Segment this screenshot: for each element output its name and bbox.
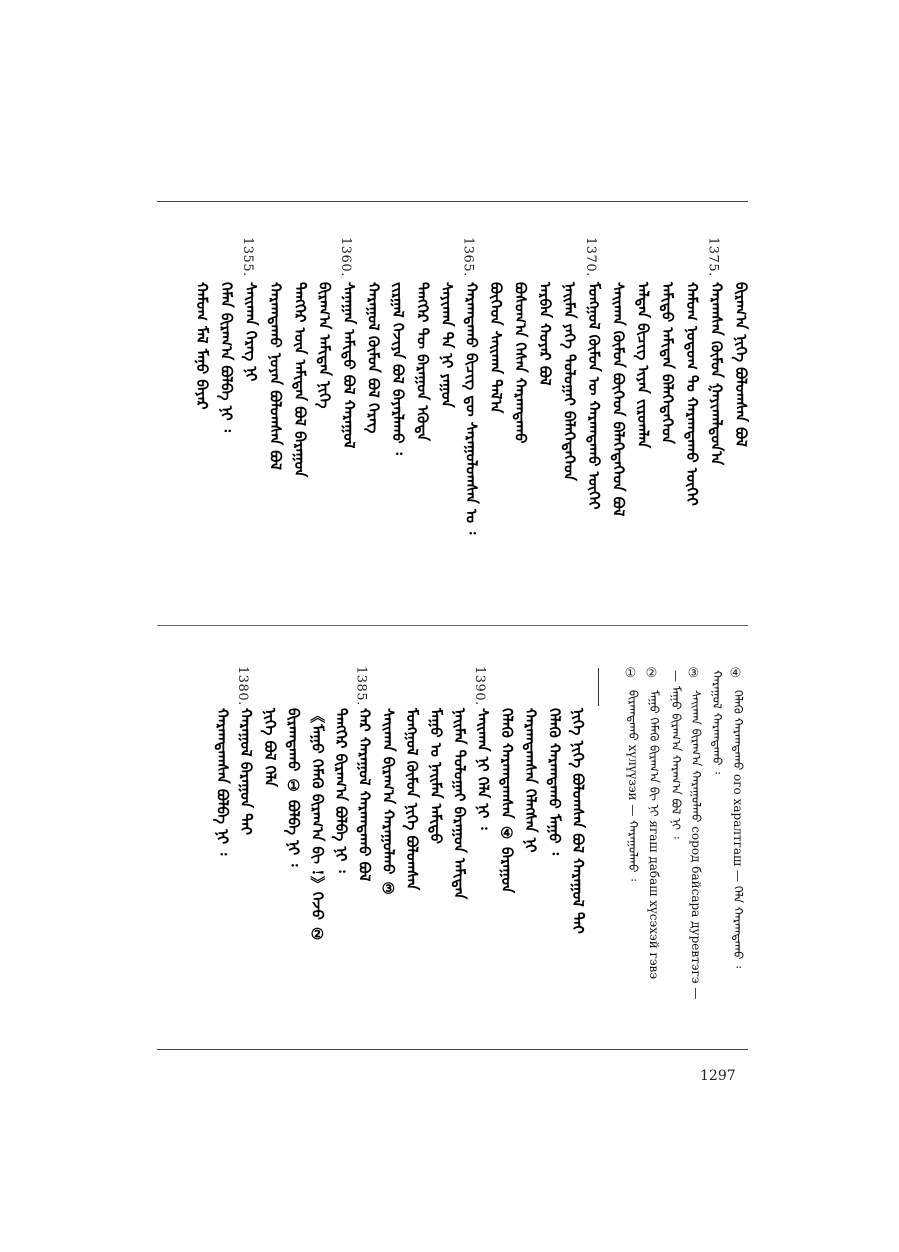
footnote-text: — ᠮᠠᠭᠤ ᠪᠢᠷᠠᠭ᠎ᠠ ᠬᠠᠷᠠᠭ᠎ᠠ ᠪᠣᠯ ᠨᠢ ᠄ [669,670,683,839]
poem-line: ᠨᠠᠢᠮᠠᠨ ᠲᠣᠯᠣᠭᠠᠢ ᠪᠠᠷᠠᠭᠤᠨ ᠠᠮᠢᠲᠠᠨ [450,708,469,900]
poem-line: ᠲᠡᠩᠭᠡᠷ ᠦᠨ ᠠᠮᠢᠲᠠᠨ ᠪᠣᠯ ᠪᠠᠷᠠᠭᠤᠨ [291,282,309,478]
poem-line: ᠪᠢᠷᠠᠭ᠎ᠠ ᠠᠮᠢᠲᠠᠨ ᠨᠢᠭᠡ [315,282,334,409]
poem-line: ᠮᠠᠭᠤ ᠤ ᠨᠠᠢᠮᠠᠨ ᠠᠮᠢᠳᠤ [426,708,445,844]
poem-line: ᠬᠠᠷᠠᠭᠳᠠᠭᠰᠠᠨ ᠪᠣᠯᠪᠠ ᠨᠢ ᠄ [213,708,232,856]
poem-line: ᠬᠠᠮᠤᠭ ᠮᠠᠯ ᠮᠠᠨᠤ ᠪᠠᠶᠠᠷ [193,282,211,410]
footnote-text: ᠪᠢᠷᠠᠭᠳᠠᠬᠤ хүлүүзэи — ᠬᠠᠷᠠᠭᠤᠯᠬᠤ ᠄ [626,690,640,881]
footnote-marker: ③ [686,666,701,681]
line-number: 1390. [472,666,488,706]
poem-line: ᠮᠣᠩᠭᠣᠯ ᠬᠦᠮᠦᠨ ᠨᠢᠭᠡ ᠪᠣᠯᠣᠭᠰᠠᠨ [403,708,422,891]
poem-line: ᠲᠡᠩᠭᠡᠷ ᠪᠢᠷᠠᠭ᠎ᠠ ᠪᠣᠯᠪᠠ ᠨᠢ ᠄ [332,708,350,873]
poem-line: ᠰᠠᠢᠬᠠᠨ ᠬᠥᠮᠥᠨ ᠪᠥᠭᠡᠳ ᠪᠡᠯᠡᠭᠡᠳᠡᠭᠡᠳ ᠪᠣᠯ [609,282,628,517]
poem-line: ᠲᠡᠩᠭᠡᠷ ᠲᠦ ᠪᠠᠷᠠᠭᠤᠨ ᠡᠭᠦᠳᠡ [413,282,432,441]
line-number: 1355. [240,237,255,277]
poem-line: ᠬᠠᠷᠠᠭᠳᠠᠭᠰᠠᠨ ᠬᠡᠯᠡᠭᠰᠡᠨ ᠨᠢ [521,708,540,853]
poem-line: ᠪᠢᠷᠠᠭᠳᠠᠬᠤ ① ᠪᠣᠯᠪᠠ ᠨᠢ ᠄ [284,708,303,867]
poem-line: ᠰᠠᠢᠬᠠᠨ ᠬᠡᠷᠡᠭ ᠨᠢ [242,282,260,382]
poem-line: ᠰᠠᠢᠬᠠᠨ ᠨᠢ ᠬᠡᠯᠡ ᠨᠢ ᠄ [474,708,493,830]
page-number: 1297 [700,1068,736,1084]
poem-line: ᠬᠠᠷᠠᠭᠤᠯ ᠪᠠᠷᠠᠭᠤᠨ ᠲᠠᠢ [237,708,256,836]
poem-line: ᠬᠠᠮᠤᠭ ᠨᠤᠲᠤᠭ ᠲᠤ ᠬᠠᠷᠠᠭᠳᠠᠬᠤ ᠦᠭᠡᠢ [683,282,701,506]
line-number: 1375. [705,237,721,277]
poem-line: ᠬᠡᠯᠡᠬᠦ ᠬᠠᠷᠠᠭᠳᠠᠭᠰᠠᠨ ④ ᠪᠠᠷᠠᠭᠤᠨ [497,708,516,894]
footnote-text: ᠬᠠᠷᠠᠭᠤᠯ ᠬᠠᠷᠠᠭᠳᠠᠬᠤ ᠄ [710,670,724,774]
poem-line: ᠬᠡᠮᠡᠨ ᠪᠢᠷᠠᠭ᠎ᠠ ᠪᠣᠯᠪᠠ ᠨᠢ ᠄ [217,282,236,432]
poem-line: ᠬᠠᠷᠠᠭᠳᠠᠬᠤ ᠪᠢᠴᠢᠭ ᠳᠦ ᠰᠠᠷᠠᠭᠤᠯᠤᠭᠰᠠᠨ ᠤ ᠄ [462,282,481,535]
poem-line: ᠨᠠᠢᠮᠠᠨ ᠶᠡᠬᠡ ᠲᠣᠯᠣᠭᠠᠢ ᠪᠡᠯᠡᠭᠡᠳᠡᠭᠡᠳ [560,282,579,481]
footnote-marker: ① [623,666,638,681]
poem-line: ᠰᠠᠶᠢᠬᠠᠨ ᠲᠠ ᠨᠢ ᠶᠠᠭᠤᠨ [438,282,456,408]
poem-line: ᠬᠡᠯᠡᠬᠦ ᠬᠠᠷᠠᠭᠳᠠᠬᠤ ᠮᠠᠭᠤ ᠄ [545,708,564,855]
poem-line: ᠰᠠᠢᠬᠠᠨ ᠪᠢᠷᠠᠭ᠎ᠠ ᠬᠠᠷᠠᠭᠤᠯᠬᠤ ③ [379,708,398,898]
poem-line: ᠬᠠᠷ ᠬᠠᠷᠠᠭᠤᠯ ᠬᠠᠷᠠᠭᠳᠠᠬᠤ ᠪᠣᠯ [355,708,374,882]
poem-line: ᠠᠮᠢᠳᠤ ᠠᠮᠢᠲᠠᠨ ᠪᠡᠯᠡᠭᠡᠳᠡᠭᠡᠳ [658,282,677,444]
line-number: 1380. [235,666,251,706]
poem-line: ᠮᠣᠩᠭᠣᠯ ᠬᠦᠮᠦᠨ ᠦ ᠬᠠᠷᠠᠭᠳᠠᠬᠤ ᠦᠭᠡᠢ [585,282,603,510]
footnote-text: ᠰᠠᠢᠬᠠᠨ ᠪᠢᠷᠠᠭ᠎ᠠ ᠬᠠᠷᠠᠭᠤᠯᠬᠤ сород байсара дуревтэгэ — [689,690,703,1000]
poem-line: ᠬᠠᠷᠠᠭᠰᠠᠨ ᠬᠦᠮᠦᠨ ᠭᠠᠶᠢᠬᠠᠯᠳᠤᠨ᠎ᠠ [707,282,726,466]
poem-line: ᠬᠠᠷᠠᠭᠤᠯ ᠬᠦᠮᠦᠨ ᠪᠣᠯ ᠬᠡᠷᠡᠭ [364,282,383,434]
poem-line: ᠨᠢᠭᠡ ᠨᠢᠭᠡ ᠪᠣᠯᠣᠭᠰᠠᠨ ᠪᠣᠯ ᠬᠠᠷᠠᠭᠤᠯ ᠲᠠᠢ [569,708,587,934]
footnote-marker: ② [644,666,659,681]
footnote-text: ᠮᠠᠭᠤ ᠬᠡᠮᠡᠬᠦ ᠪᠢᠷᠠᠭ᠎ᠠ ᠪᠢ ᠨᠢ ягаш дабаш хүсэхэй гэвэ [647,690,661,980]
poem-line: ᠠᠷᠪᠠᠨ ᠬᠣᠶᠠᠷ ᠪᠣᠯ [536,282,554,386]
poem-line: ᠵᠢᠷᠭᠠᠯ ᠬᠡᠵᠢᠶᠡ ᠪᠣᠯ ᠪᠠᠶᠠᠷᠯᠠᠬᠤ ᠄ [389,282,407,455]
poem-line: ᠨᠢᠭᠡ ᠪᠣᠯ ᠬᠡᠯᠡ [260,708,279,787]
poem-line: ᠪᠣᠰᠤᠭ᠎ᠠ ᠭᠡᠰᠡᠨ ᠬᠠᠷᠠᠭᠳᠠᠬᠤ [511,282,530,444]
poem-line: ᠰᠠᠨᠠᠭᠠᠨ ᠠᠮᠢᠳᠤ ᠪᠣᠯ ᠬᠠᠷᠠᠭᠤᠯ [340,282,358,449]
poem-line: 《ᠮᠠᠭᠤ ᠬᠡᠮᠡᠬᠦ ᠪᠢᠷᠠᠭ᠎ᠠ ᠪᠢ !》ᠭᠡᠵᠦ ② [308,708,327,944]
line-number: 1360. [338,237,353,277]
poem-line: ᠪᠢᠷᠠᠭ᠎ᠠ ᠨᠢᠭᠡ ᠪᠣᠯᠣᠭᠰᠠᠨ ᠪᠣᠯ [732,282,750,447]
poem-line: ᠪᠥᠭᠡᠳ ᠰᠠᠢᠬᠠᠨ ᠲᠠᠯ᠎ᠠ [487,282,505,414]
line-number: 1385. [353,666,369,706]
poem-line: ᠬᠠᠷᠠᠭᠳᠠᠬᠤ ᠨᠣᠶᠠᠨ ᠪᠣᠯᠣᠭᠰᠠᠨ ᠪᠣᠯ [266,282,285,470]
footnote-marker: ④ [728,666,743,681]
poem-line: ᠠᠯᠲᠠᠨ ᠪᠢᠴᠢᠭ ᠢᠶᠡᠨ ᠵᠢᠷᠤᠭᠯᠠᠨ [634,282,652,449]
line-number: 1365. [460,237,476,277]
line-number: 1370. [583,237,598,277]
footnote-text: ᠬᠡᠯᠡᠬᠦ ᠬᠠᠷᠠᠭᠳᠠᠬᠤ ого харалтгаш — ᠬᠡᠯᠡ ᠬᠠᠷᠠᠭᠳᠠᠬᠤ ᠄ [731,690,745,969]
